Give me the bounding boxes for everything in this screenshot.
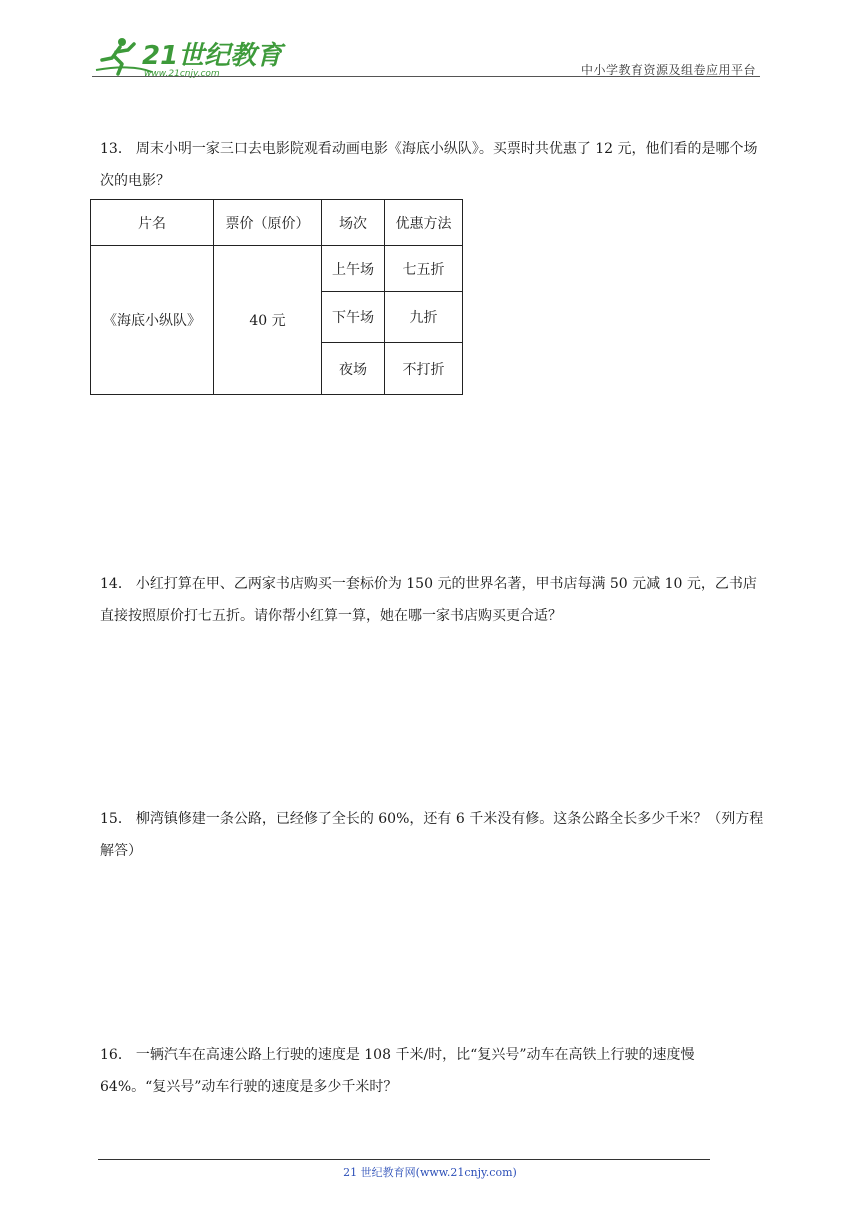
question-number: 13． — [100, 141, 132, 157]
table-cell-session: 夜场 — [322, 343, 385, 395]
question-text: 小红打算在甲、乙两家书店购买一套标价为 150 元的世界名著，甲书店每满 50 元减 10 元，乙书店直接按照原价打七五折。请你帮小红算一算，她在哪一家书店购买更合适？ — [100, 576, 757, 624]
table-cell-session: 下午场 — [322, 292, 385, 343]
question-text: 一辆汽车在高速公路上行驶的速度是 108 千米/时，比“复兴号”动车在高铁上行驶的速度慢 64%。“复兴号”动车行驶的速度是多少千米时？ — [100, 1047, 695, 1095]
table-header-discount: 优惠方法 — [385, 200, 463, 246]
table-cell-film: 《海底小纵队》 — [91, 246, 214, 395]
question-text: 柳湾镇修建一条公路，已经修了全长的 60%，还有 6 千米没有修。这条公路全长多少千米？（列方程解答） — [100, 811, 764, 859]
page-header — [92, 30, 760, 80]
table-header-price: 票价（原价） — [214, 200, 322, 246]
ticket-table — [90, 199, 463, 395]
question-number: 16． — [100, 1047, 132, 1063]
table-cell-discount: 九折 — [385, 292, 463, 343]
svg-text:21世纪教育: 21世纪教育 — [142, 41, 283, 71]
site-logo[interactable] — [92, 34, 283, 79]
header-slogan: 中小学教育资源及组卷应用平台 — [580, 63, 756, 77]
question-text: 周末小明一家三口去电影院观看动画电影《海底小纵队》。买票时共优惠了 12 元，他们看的是哪个场次的电影？ — [100, 141, 758, 189]
footer-divider — [98, 1159, 710, 1160]
header-divider — [92, 76, 760, 77]
question-number: 14． — [100, 576, 132, 592]
question-13 — [100, 133, 764, 197]
question-14 — [100, 568, 764, 632]
svg-text:www.21cnjy.com: www.21cnjy.com — [144, 69, 220, 79]
table-cell-discount: 不打折 — [385, 343, 463, 395]
question-number: 15． — [100, 811, 132, 827]
question-15 — [100, 803, 764, 867]
question-16 — [100, 1039, 764, 1103]
table-header-session: 场次 — [322, 200, 385, 246]
logo-runner-icon — [92, 34, 283, 79]
footer-link[interactable]: 21 世纪教育网(www.21cnjy.com) — [343, 1166, 517, 1179]
table-cell-price: 40 元 — [214, 246, 322, 395]
table-cell-discount: 七五折 — [385, 246, 463, 292]
table-cell-session: 上午场 — [322, 246, 385, 292]
table-header-film: 片名 — [91, 200, 214, 246]
